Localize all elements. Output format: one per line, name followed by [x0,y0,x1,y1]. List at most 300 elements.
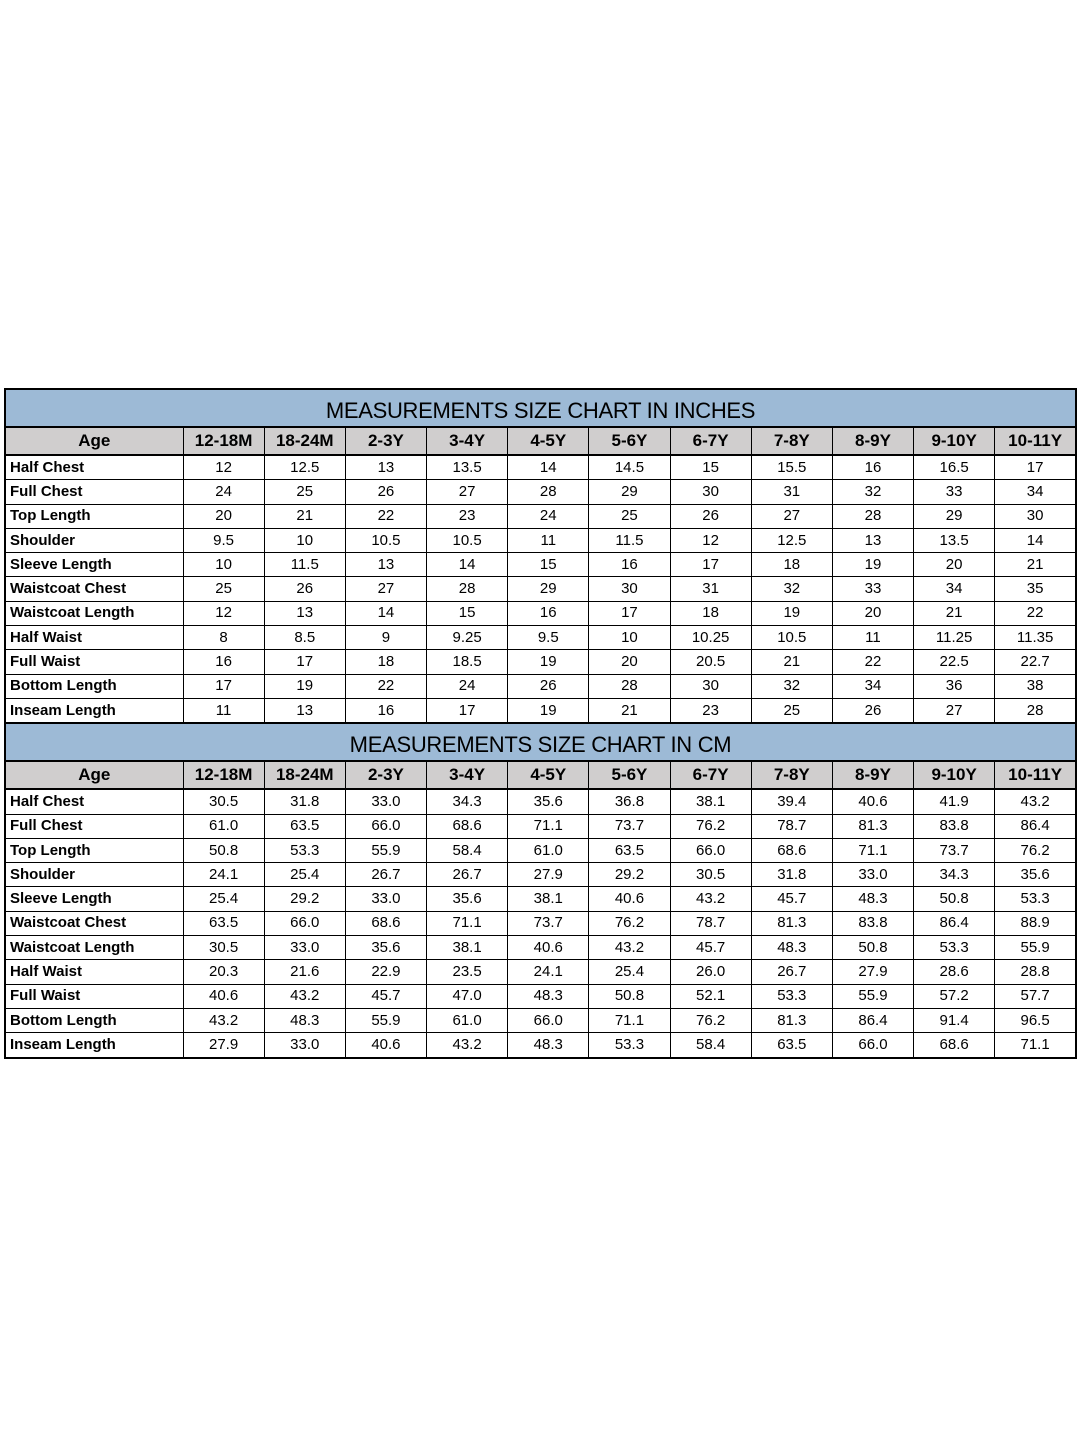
measurement-value: 26.7 [345,863,426,887]
measurement-value: 20 [832,601,913,625]
measurement-value: 21 [914,601,995,625]
measurement-value: 53.3 [589,1033,670,1058]
table-row [5,863,1076,887]
size-header-cell: 8-9Y [832,761,913,789]
measurement-value: 19 [832,553,913,577]
measurement-value: 43.2 [264,984,345,1008]
measurement-value: 83.8 [914,814,995,838]
measurement-value: 40.6 [183,984,264,1008]
measurement-value: 30 [670,480,751,504]
measurement-value: 26 [345,480,426,504]
size-header-cell: 10-11Y [995,761,1076,789]
measurement-value: 26 [670,504,751,528]
measurement-value: 45.7 [345,984,426,1008]
measurement-value: 38 [995,674,1076,698]
measurement-value: 48.3 [832,887,913,911]
measurement-value: 19 [751,601,832,625]
measurement-value: 12.5 [264,455,345,480]
measurement-value: 52.1 [670,984,751,1008]
measurement-value: 24.1 [183,863,264,887]
measurement-value: 35.6 [508,789,589,814]
measurement-value: 23.5 [427,960,508,984]
measurement-value: 21 [995,553,1076,577]
measurement-value: 22.7 [995,650,1076,674]
size-header-cell: 2-3Y [345,427,426,455]
measurement-value: 66.0 [345,814,426,838]
table-row [5,674,1076,698]
measurement-value: 31 [670,577,751,601]
measurement-value: 13 [264,698,345,723]
measurement-value: 71.1 [508,814,589,838]
measurement-value: 71.1 [427,911,508,935]
measurement-value: 14 [995,528,1076,552]
table-row [5,838,1076,862]
measurement-value: 35.6 [427,887,508,911]
measurement-value: 61.0 [508,838,589,862]
measurement-value: 31 [751,480,832,504]
measurement-value: 16 [183,650,264,674]
measurement-value: 53.3 [264,838,345,862]
measurement-value: 17 [589,601,670,625]
measurement-value: 32 [751,674,832,698]
measurement-value: 55.9 [345,1008,426,1032]
measurement-value: 10.25 [670,626,751,650]
measurement-value: 57.2 [914,984,995,1008]
measurement-value: 43.2 [670,887,751,911]
age-header-cell: Age [5,427,183,455]
measurement-value: 27 [427,480,508,504]
measurement-value: 63.5 [264,814,345,838]
measurement-label: Inseam Length [5,1033,183,1058]
measurement-value: 20 [183,504,264,528]
measurement-value: 16 [589,553,670,577]
measurement-value: 15 [508,553,589,577]
measurement-value: 28 [427,577,508,601]
measurement-value: 12.5 [751,528,832,552]
measurement-value: 35 [995,577,1076,601]
measurement-value: 32 [751,577,832,601]
measurement-label: Shoulder [5,528,183,552]
measurement-value: 30.5 [670,863,751,887]
measurement-value: 11.35 [995,626,1076,650]
measurement-value: 45.7 [751,887,832,911]
measurement-value: 91.4 [914,1008,995,1032]
measurement-value: 48.3 [264,1008,345,1032]
size-header-cell: 9-10Y [914,427,995,455]
size-header-cell: 18-24M [264,761,345,789]
measurement-value: 29 [914,504,995,528]
size-header-cell: 18-24M [264,427,345,455]
measurement-value: 32 [832,480,913,504]
measurement-value: 27 [345,577,426,601]
measurement-value: 10 [183,553,264,577]
measurement-value: 35.6 [345,936,426,960]
measurement-value: 20.3 [183,960,264,984]
measurement-value: 21 [751,650,832,674]
size-header-cell: 5-6Y [589,427,670,455]
measurement-value: 55.9 [345,838,426,862]
measurement-value: 20 [589,650,670,674]
measurement-value: 29.2 [264,887,345,911]
table-row [5,789,1076,814]
measurement-label: Top Length [5,504,183,528]
measurement-value: 50.8 [183,838,264,862]
measurement-value: 25 [183,577,264,601]
cm-chart-title: MEASUREMENTS SIZE CHART IN CM [5,723,1076,761]
measurement-value: 40.6 [345,1033,426,1058]
measurement-value: 15 [427,601,508,625]
measurement-value: 88.9 [995,911,1076,935]
measurement-value: 55.9 [995,936,1076,960]
measurement-value: 24.1 [508,960,589,984]
measurement-value: 14.5 [589,455,670,480]
measurement-value: 30 [589,577,670,601]
size-header-cell: 10-11Y [995,427,1076,455]
measurement-value: 73.7 [508,911,589,935]
measurement-value: 68.6 [751,838,832,862]
measurement-value: 17 [995,455,1076,480]
measurement-value: 73.7 [589,814,670,838]
measurement-value: 22.5 [914,650,995,674]
inches-title-row [5,389,1076,427]
measurement-value: 39.4 [751,789,832,814]
measurement-value: 33.0 [832,863,913,887]
measurement-value: 43.2 [183,1008,264,1032]
measurement-value: 22.9 [345,960,426,984]
table-row [5,650,1076,674]
measurement-value: 30 [670,674,751,698]
measurement-value: 25.4 [183,887,264,911]
measurement-value: 96.5 [995,1008,1076,1032]
table-row [5,480,1076,504]
measurement-value: 36.8 [589,789,670,814]
measurement-label: Full Waist [5,650,183,674]
measurement-value: 17 [670,553,751,577]
measurement-value: 28 [995,698,1076,723]
measurement-value: 19 [508,698,589,723]
measurement-value: 16 [832,455,913,480]
measurement-value: 86.4 [995,814,1076,838]
measurement-value: 81.3 [832,814,913,838]
measurement-value: 61.0 [427,1008,508,1032]
measurement-label: Full Chest [5,814,183,838]
measurement-value: 20 [914,553,995,577]
measurement-value: 14 [508,455,589,480]
measurement-value: 11 [508,528,589,552]
measurement-value: 40.6 [508,936,589,960]
size-header-cell: 6-7Y [670,427,751,455]
measurement-value: 48.3 [508,1033,589,1058]
cm-header-row [5,761,1076,789]
measurement-value: 57.7 [995,984,1076,1008]
measurement-value: 12 [183,601,264,625]
measurement-value: 13.5 [914,528,995,552]
measurement-value: 18 [670,601,751,625]
measurement-value: 71.1 [995,1033,1076,1058]
inches-chart-title: MEASUREMENTS SIZE CHART IN INCHES [5,389,1076,427]
measurement-label: Top Length [5,838,183,862]
measurement-value: 11 [832,626,913,650]
measurement-value: 21 [589,698,670,723]
size-header-cell: 7-8Y [751,427,832,455]
measurement-value: 27.9 [832,960,913,984]
measurement-value: 30.5 [183,789,264,814]
measurement-value: 22 [832,650,913,674]
measurement-value: 28 [832,504,913,528]
measurement-value: 11.5 [264,553,345,577]
measurement-value: 16.5 [914,455,995,480]
measurement-value: 40.6 [832,789,913,814]
measurement-value: 25 [264,480,345,504]
measurement-value: 30.5 [183,936,264,960]
measurement-value: 11.5 [589,528,670,552]
measurement-value: 27 [914,698,995,723]
measurement-label: Waistcoat Length [5,936,183,960]
measurement-value: 66.0 [670,838,751,862]
measurement-value: 13 [345,455,426,480]
measurement-value: 40.6 [589,887,670,911]
measurement-value: 83.8 [832,911,913,935]
measurement-value: 33.0 [345,789,426,814]
measurement-value: 58.4 [670,1033,751,1058]
measurement-value: 50.8 [589,984,670,1008]
measurement-value: 66.0 [508,1008,589,1032]
size-header-cell: 9-10Y [914,761,995,789]
measurement-value: 24 [183,480,264,504]
measurement-value: 68.6 [345,911,426,935]
measurement-value: 71.1 [589,1008,670,1032]
table-row [5,1033,1076,1058]
table-row [5,553,1076,577]
measurement-value: 76.2 [670,1008,751,1032]
size-header-cell: 2-3Y [345,761,426,789]
size-header-cell: 4-5Y [508,761,589,789]
measurement-value: 10 [264,528,345,552]
measurement-value: 55.9 [832,984,913,1008]
measurement-value: 14 [345,601,426,625]
measurement-value: 48.3 [508,984,589,1008]
measurement-value: 38.1 [427,936,508,960]
measurement-value: 81.3 [751,1008,832,1032]
measurement-value: 33 [832,577,913,601]
measurement-value: 29 [589,480,670,504]
cm-title-row [5,723,1076,761]
measurement-value: 53.3 [914,936,995,960]
measurement-label: Inseam Length [5,698,183,723]
measurement-value: 17 [183,674,264,698]
measurement-value: 17 [264,650,345,674]
measurement-label: Bottom Length [5,674,183,698]
size-header-cell: 6-7Y [670,761,751,789]
measurement-value: 34 [914,577,995,601]
measurement-value: 18.5 [427,650,508,674]
measurement-value: 27 [751,504,832,528]
measurement-value: 25 [751,698,832,723]
size-header-cell: 7-8Y [751,761,832,789]
table-row [5,1008,1076,1032]
measurement-label: Half Waist [5,626,183,650]
measurement-value: 26.0 [670,960,751,984]
age-header-cell: Age [5,761,183,789]
measurement-value: 17 [427,698,508,723]
measurement-label: Half Chest [5,455,183,480]
measurement-value: 9.5 [508,626,589,650]
measurement-value: 33.0 [264,1033,345,1058]
measurement-value: 61.0 [183,814,264,838]
measurement-value: 28.6 [914,960,995,984]
measurement-value: 13 [832,528,913,552]
measurement-label: Bottom Length [5,1008,183,1032]
measurement-value: 26 [832,698,913,723]
measurement-value: 63.5 [183,911,264,935]
measurement-value: 13 [264,601,345,625]
measurement-value: 86.4 [914,911,995,935]
measurement-value: 78.7 [751,814,832,838]
measurement-value: 8.5 [264,626,345,650]
measurement-value: 19 [264,674,345,698]
measurement-value: 76.2 [670,814,751,838]
measurement-value: 20.5 [670,650,751,674]
measurement-value: 25.4 [589,960,670,984]
measurement-value: 38.1 [670,789,751,814]
measurement-value: 11.25 [914,626,995,650]
measurement-value: 50.8 [914,887,995,911]
measurement-value: 30 [995,504,1076,528]
measurement-value: 71.1 [832,838,913,862]
measurement-label: Full Chest [5,480,183,504]
measurement-value: 81.3 [751,911,832,935]
measurement-value: 24 [508,504,589,528]
measurement-value: 10.5 [427,528,508,552]
measurement-value: 22 [345,504,426,528]
measurement-value: 9.5 [183,528,264,552]
size-chart-body [5,389,1076,1058]
measurement-value: 66.0 [832,1033,913,1058]
size-header-cell: 5-6Y [589,761,670,789]
measurement-value: 31.8 [751,863,832,887]
measurement-value: 22 [995,601,1076,625]
measurement-value: 33.0 [345,887,426,911]
measurement-value: 26 [264,577,345,601]
table-row [5,626,1076,650]
measurement-value: 34.3 [914,863,995,887]
measurement-label: Waistcoat Chest [5,911,183,935]
measurement-value: 12 [183,455,264,480]
measurement-label: Sleeve Length [5,553,183,577]
measurement-value: 68.6 [914,1033,995,1058]
measurement-value: 16 [345,698,426,723]
measurement-value: 38.1 [508,887,589,911]
measurement-value: 13 [345,553,426,577]
measurement-value: 27.9 [183,1033,264,1058]
measurement-value: 63.5 [751,1033,832,1058]
measurement-value: 34 [995,480,1076,504]
measurement-value: 63.5 [589,838,670,862]
measurement-value: 53.3 [751,984,832,1008]
measurement-value: 25 [589,504,670,528]
measurement-value: 47.0 [427,984,508,1008]
measurement-value: 26 [508,674,589,698]
measurement-value: 31.8 [264,789,345,814]
measurement-label: Half Waist [5,960,183,984]
measurement-value: 43.2 [589,936,670,960]
measurement-value: 28 [589,674,670,698]
measurement-value: 21.6 [264,960,345,984]
measurement-value: 68.6 [427,814,508,838]
measurement-value: 27.9 [508,863,589,887]
measurement-value: 73.7 [914,838,995,862]
size-chart-table [4,388,1077,1059]
measurement-value: 15 [670,455,751,480]
measurement-label: Half Chest [5,789,183,814]
measurement-value: 15.5 [751,455,832,480]
measurement-value: 25.4 [264,863,345,887]
measurement-value: 19 [508,650,589,674]
size-header-cell: 12-18M [183,427,264,455]
measurement-value: 41.9 [914,789,995,814]
measurement-value: 14 [427,553,508,577]
measurement-value: 76.2 [589,911,670,935]
table-row [5,911,1076,935]
measurement-value: 33.0 [264,936,345,960]
table-row [5,887,1076,911]
measurement-value: 34 [832,674,913,698]
measurement-value: 35.6 [995,863,1076,887]
table-row [5,455,1076,480]
measurement-value: 76.2 [995,838,1076,862]
measurement-value: 34.3 [427,789,508,814]
measurement-value: 43.2 [995,789,1076,814]
measurement-value: 29.2 [589,863,670,887]
size-header-cell: 8-9Y [832,427,913,455]
measurement-value: 58.4 [427,838,508,862]
table-row [5,528,1076,552]
measurement-value: 18 [751,553,832,577]
inches-header-row [5,427,1076,455]
measurement-label: Waistcoat Length [5,601,183,625]
measurement-value: 10.5 [345,528,426,552]
size-header-cell: 4-5Y [508,427,589,455]
measurement-value: 23 [670,698,751,723]
measurement-label: Sleeve Length [5,887,183,911]
measurement-value: 66.0 [264,911,345,935]
measurement-value: 78.7 [670,911,751,935]
table-row [5,601,1076,625]
measurement-value: 29 [508,577,589,601]
measurement-value: 28 [508,480,589,504]
measurement-value: 24 [427,674,508,698]
measurement-value: 28.8 [995,960,1076,984]
size-header-cell: 3-4Y [427,761,508,789]
size-header-cell: 12-18M [183,761,264,789]
measurement-value: 21 [264,504,345,528]
measurement-value: 26.7 [427,863,508,887]
table-row [5,504,1076,528]
measurement-label: Shoulder [5,863,183,887]
measurement-value: 36 [914,674,995,698]
measurement-value: 16 [508,601,589,625]
size-header-cell: 3-4Y [427,427,508,455]
table-row [5,814,1076,838]
table-row [5,936,1076,960]
measurement-value: 33 [914,480,995,504]
measurement-value: 9 [345,626,426,650]
measurement-value: 22 [345,674,426,698]
measurement-value: 13.5 [427,455,508,480]
measurement-value: 26.7 [751,960,832,984]
measurement-value: 48.3 [751,936,832,960]
measurement-label: Waistcoat Chest [5,577,183,601]
